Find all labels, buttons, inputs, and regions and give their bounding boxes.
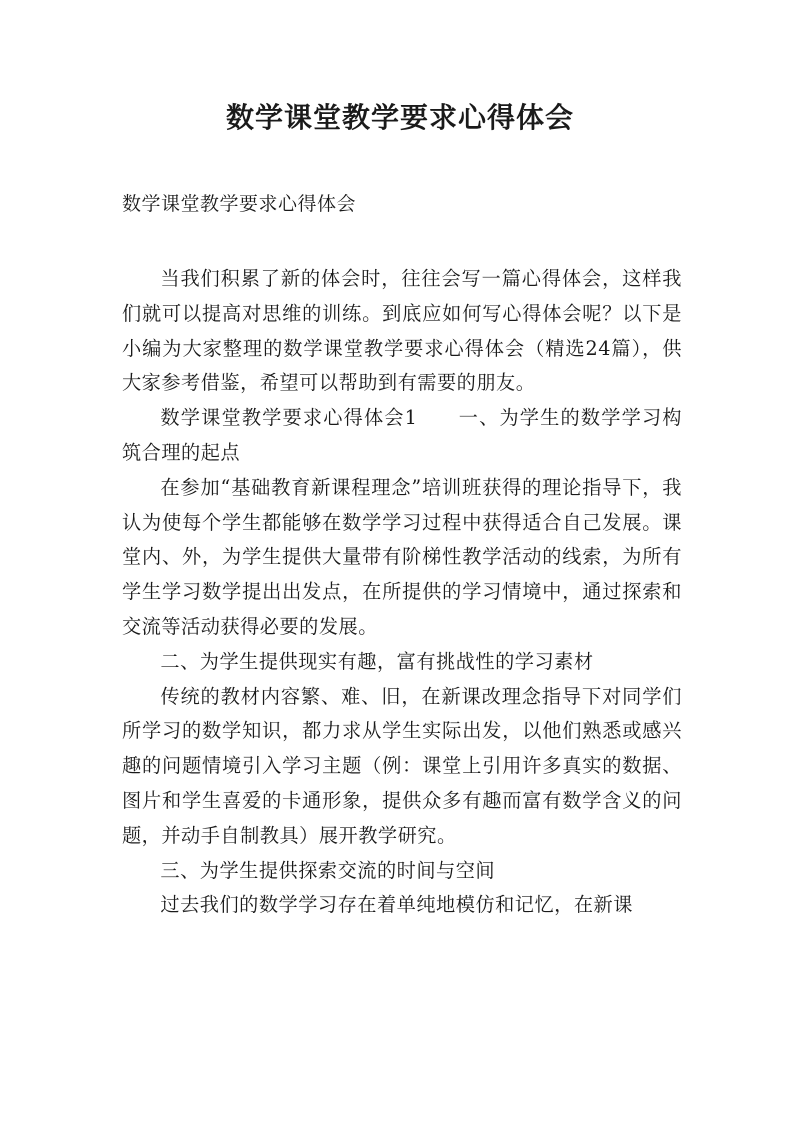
document-body (122, 262, 682, 923)
document-subtitle: 数学课堂教学要求心得体会 (122, 193, 357, 215)
paragraph-exploration: 过去我们的数学学习存在着单纯地模仿和记忆，在新课 (160, 893, 633, 917)
document-title: 数学课堂教学要求心得体会 (225, 101, 574, 134)
paragraph-section-heading-1: 数学课堂教学要求心得体会1 一、为学生的数学学习构筑合理的起点 (122, 406, 682, 464)
paragraph-intro: 当我们积累了新的体会时，往往会写一篇心得体会，这样我们就可以提高对思维的训练。到底应如何写心得体会呢？以下是小编为大家整理的数学课堂教学要求心得体会（精选24篇），供大家参考借鉴，希望可以帮助到有需要的朋友。 (122, 267, 682, 395)
paragraph-section-heading-2: 二、为学生提供现实有趣，富有挑战性的学习素材 (160, 649, 594, 673)
paragraph-materials: 传统的教材内容繁、难、旧，在新课改理念指导下对同学们所学习的数学知识，都力求从学生实际出发，以他们熟悉或感兴趣的问题情境引入学习主题（例：课堂上引用许多真实的数据、图片和学生喜爱的卡通形象，提供众多有趣而富有数学含义的问题，并动手自制教具）展开教学研究。 (122, 684, 682, 847)
paragraph-training-reflection: 在参加“基础教育新课程理念”培训班获得的理论指导下，我认为使每个学生都能够在数学学习过程中获得适合自己发展。课堂内、外，为学生提供大量带有阶梯性教学活动的线索，为所有学生学习数学提出出发点，在所提供的学习情境中，通过探索和交流等活动获得必要的发展。 (122, 475, 682, 638)
paragraph-section-heading-3: 三、为学生提供探索交流的时间与空间 (160, 858, 496, 882)
